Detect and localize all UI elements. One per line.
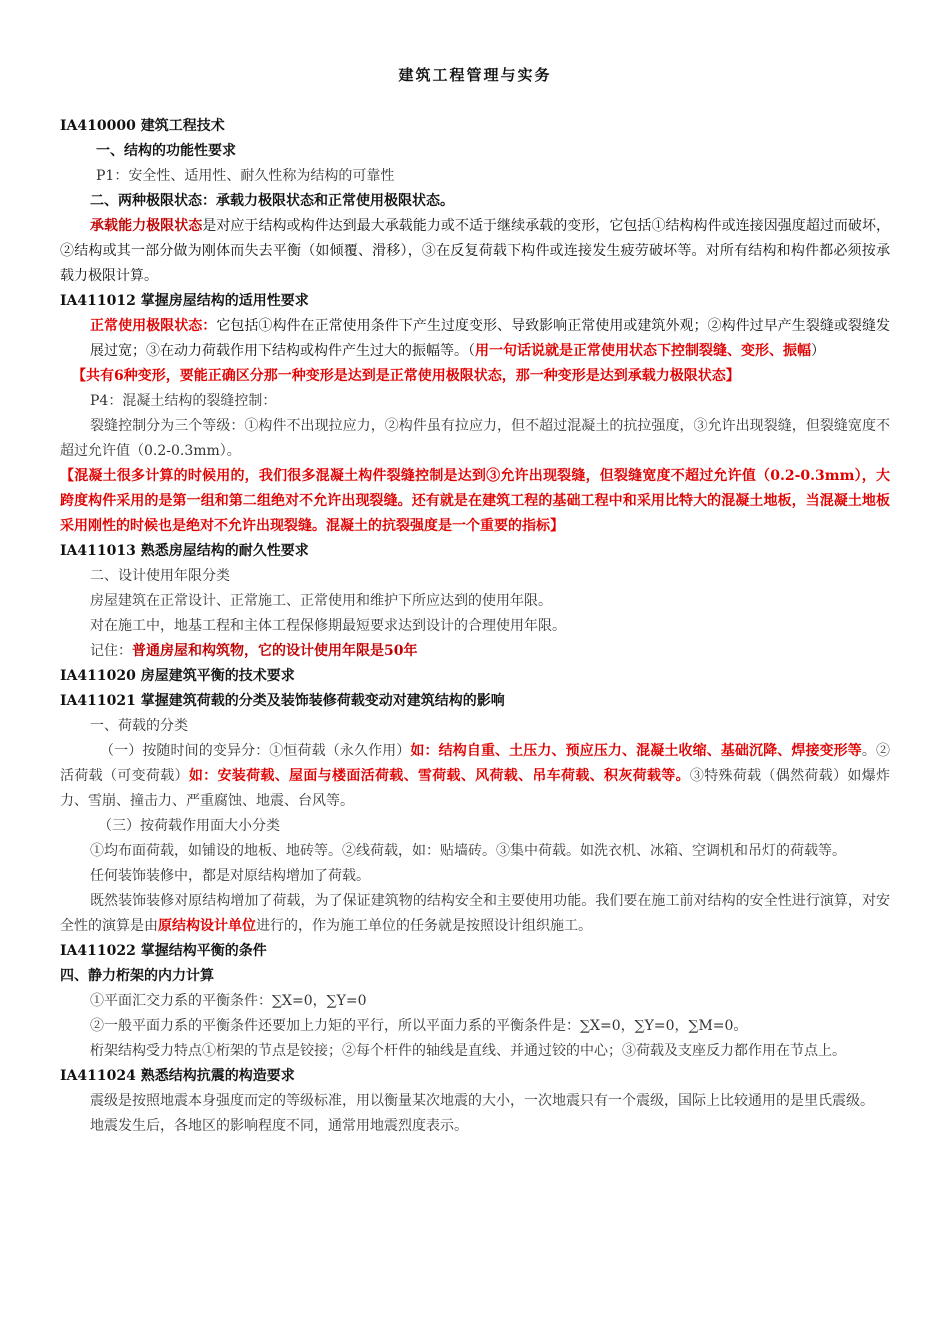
paragraph — [60, 314, 890, 364]
paragraph — [60, 639, 890, 664]
paragraph: ②一般平面力系的平衡条件还要加上力矩的平行，所以平面力系的平衡条件是：∑X=0，∑Y=0，∑M=0。 — [90, 1018, 748, 1034]
section-code: IA411020 房屋建筑平衡的技术要求 — [60, 668, 295, 684]
text: 。②活荷载（可变荷载） — [60, 743, 891, 784]
text: 是对应于结构或构件达到最大承载能力或不适于继续承载的变形，它包括①结构构件或连接因强度超过而破坏，②结构或其一部分做为刚体而失去平衡（如倾覆、滑移），③在反复荷载下构件或连接发生疲劳破坏等。对所有结构和构件都必须按承载力极限计算。 — [60, 218, 891, 284]
paragraph — [60, 214, 890, 289]
paragraph: 房屋建筑在正常设计、正常施工、正常使用和维护下所应达到的使用年限。 — [90, 593, 552, 609]
paragraph — [60, 889, 890, 939]
section-code: IA411012 掌握房屋结构的适用性要求 — [60, 293, 309, 309]
highlight: 正常使用极限状态： — [90, 318, 217, 334]
heading: 二、设计使用年限分类 — [90, 568, 230, 584]
highlight: 如：安装荷载、屋面与楼面活荷载、雪荷载、风荷载、吊车荷载、积灰荷载等。 — [188, 768, 690, 784]
highlight: 承载能力极限状态 — [90, 218, 203, 234]
paragraph: 裂缝控制分为三个等级：①构件不出现拉应力，②构件虽有拉应力，但不超过混凝土的抗拉强度，③允许出现裂缝，但裂缝宽度不超过允许值（0.2-0.3mm）。 — [60, 418, 890, 459]
paragraph: P1：安全性、适用性、耐久性称为结构的可靠性 — [96, 168, 395, 184]
page-title: 建筑工程管理与实务 — [398, 66, 552, 84]
highlight: 原结构设计单位 — [158, 918, 256, 934]
heading: （三）按荷载作用面大小分类 — [98, 818, 280, 834]
section-code: IA410000 建筑工程技术 — [60, 118, 225, 134]
text: 它包括①构件在正常使用条件下产生过度变形、导致影响正常使用或建筑外观；②构件过早产生裂缝或裂缝发展过宽；③在动力荷载作用下结构或构件产生过大的振幅等。（ — [90, 318, 891, 359]
highlight: 普通房屋和构筑物，它的设计使用年限是50年 — [132, 643, 418, 659]
paragraph: ①平面汇交力系的平衡条件：∑X=0，∑Y=0 — [90, 993, 367, 1009]
paragraph: ①均布面荷载，如铺设的地板、地砖等。②线荷载，如：贴墙砖。③集中荷载。如洗衣机、冰箱、空调机和吊灯的荷载等。 — [90, 843, 846, 859]
paragraph: 任何装饰装修中，都是对原结构增加了荷载。 — [90, 868, 370, 884]
paragraph: 桁架结构受力特点①桁架的节点是铰接；②每个杆件的轴线是直线、并通过铰的中心；③荷载及支座反力都作用在节点上。 — [90, 1043, 846, 1059]
heading: 二、两种极限状态：承载力极限状态和正常使用极限状态。 — [90, 193, 454, 209]
paragraph — [60, 739, 890, 814]
heading: 一、结构的功能性要求 — [96, 143, 236, 159]
highlight: 用一句话说就是正常使用状态下控制裂缝、变形、振幅 — [475, 343, 811, 359]
text: ） — [811, 343, 825, 359]
note: 【混凝土很多计算的时候用的，我们很多混凝土构件裂缝控制是达到③允许出现裂缝，但裂缝宽度不超过允许值（0.2-0.3mm），大跨度构件采用的是第一组和第二组绝对不允许出现裂缝。还有就是在建筑工程的基础工程中和采用比特大的混凝土地板，当混凝土地板采用刚性的时候也是绝对不允许出现裂缝。混凝土的抗裂强度是一个重要的指标】 — [60, 468, 890, 534]
note: 【共有6种变形，要能正确区分那一种变形是达到是正常使用极限状态，那一种变形是达到承载力极限状态】 — [72, 368, 740, 384]
heading: 一、荷载的分类 — [90, 718, 188, 734]
text: ③特殊荷载（偶然荷载）如爆炸力、雪崩、撞击力、严重腐蚀、地震、台风等。 — [60, 768, 891, 809]
heading: 四、静力桁架的内力计算 — [60, 968, 214, 984]
text: 进行的，作为施工单位的任务就是按照设计组织施工。 — [256, 918, 592, 934]
section-code: IA411021 掌握建筑荷载的分类及装饰装修荷载变动对建筑结构的影响 — [60, 693, 505, 709]
section-code: IA411024 熟悉结构抗震的构造要求 — [60, 1068, 295, 1084]
label: 记住： — [90, 643, 132, 659]
document-body — [60, 114, 890, 1139]
text: 既然装饰装修对原结构增加了荷载，为了保证建筑物的结构安全和主要使用功能。我们要在施工前对结构的安全性进行演算，对安全性的演算是由 — [60, 893, 890, 934]
highlight: 如：结构自重、土压力、预应压力、混凝土收缩、基础沉降、焊接变形等 — [410, 743, 862, 759]
paragraph: P4：混凝土结构的裂缝控制： — [90, 393, 277, 409]
paragraph: 地震发生后，各地区的影响程度不同，通常用地震烈度表示。 — [90, 1118, 468, 1134]
paragraph: 震级是按照地震本身强度而定的等级标准，用以衡量某次地震的大小，一次地震只有一个震级，国际上比较通用的是里氏震级。 — [90, 1093, 874, 1109]
paragraph: 对在施工中，地基工程和主体工程保修期最短要求达到设计的合理使用年限。 — [90, 618, 566, 634]
text: （一）按随时间的变异分：①恒荷载（永久作用） — [100, 743, 411, 759]
section-code: IA411022 掌握结构平衡的条件 — [60, 943, 267, 959]
section-code: IA411013 熟悉房屋结构的耐久性要求 — [60, 543, 309, 559]
